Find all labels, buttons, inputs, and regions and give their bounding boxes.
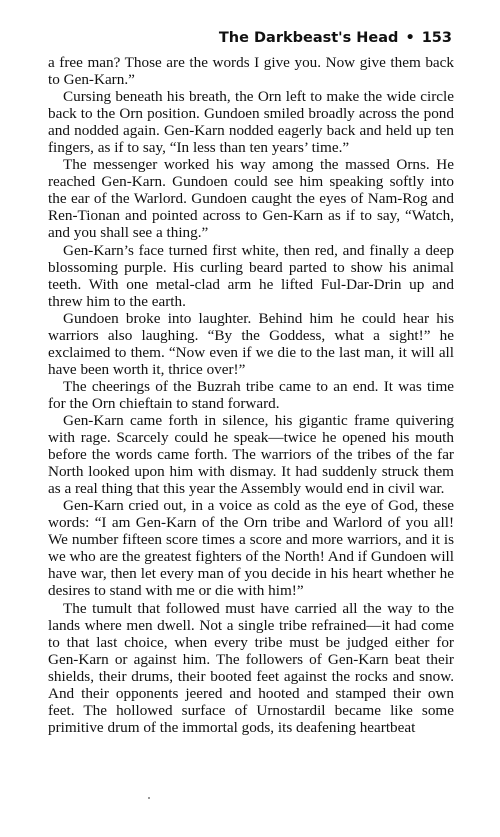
- paragraph-7: Gen-Karn came forth in silence, his gigantic frame quivering with rage. Scarcely could he speak—twice he opened his mouth before the words came forth. The warriors of the tribes of the far North looked upon him with dismay. It had suddenly struck them as a real thing that this year the Assembly would end in civil war.: [48, 411, 454, 498]
- paragraph-3: The messenger worked his way among the massed Orns. He reached Gen-Karn. Gundoen could see him speaking softly into the ear of the Warlord. Gundoen caught the eyes of Nam-Rog and Ren-Tionan and pointed across to Gen-Karn as if to say, “Watch, and you shall see a thing.”: [48, 156, 454, 242]
- paragraph-9: The tumult that followed must have carried all the way to the lands where men dwell. Not a single tribe refrained—it had come to that last choice, when every tribe must be judged either for Gen-Karn or against him. The followers of Gen-Karn beat their shields, their drums, their booted feet against the rocks and snow. And their opponents jeered and hooted and stamped their own feet. The hollowed surface of Urnostardil became like some primitive drum of the immortal gods, its deafening heartbeat: [48, 599, 454, 736]
- paragraph-4: Gen-Karn’s face turned first white, then red, and finally a deep blossoming purple. His curling beard parted to show his animal teeth. With one metal-clad arm he lifted Ful-Dar-Drin up and threw him to the earth.: [48, 241, 454, 310]
- paragraph-1: a free man? Those are the words I give you. Now give them back to Gen-Karn.”: [48, 54, 454, 89]
- body-text: [48, 54, 454, 736]
- paragraph-6: The cheerings of the Buzrah tribe came to an end. It was time for the Orn chieftain to stand forward.: [48, 377, 454, 412]
- chapter-title: The Darkbeast's Head: [218, 30, 399, 46]
- running-head: [219, 30, 452, 46]
- paragraph-5: Gundoen broke into laughter. Behind him he could hear his warriors also laughing. “By the Goddess, what a sight!” he exclaimed to them. “Now even if we die to the last man, it will all have been worth it, thrice over!”: [48, 309, 454, 378]
- paragraph-2: Cursing beneath his breath, the Orn left to make the wide circle back to the Orn position. Gundoen smiled broadly across the pond and nodded again. Gen-Karn nodded eagerly back and held up ten fingers, as if to say, “In less than ten years’ time.”: [48, 88, 454, 157]
- paragraph-8: Gen-Karn cried out, in a voice as cold as the eye of God, these words: “I am Gen-Karn of the Orn tribe and Warlord of you all! We number fifteen score times a score and more warriors, and it is we who are the greatest fighters of the North! And if Gundoen will have war, then let every man of you decide in his heart whether he desires to stand with me or die with him!”: [48, 497, 454, 600]
- header-separator: •: [405, 30, 415, 46]
- page-number: 153: [421, 30, 452, 46]
- print-speck: [148, 797, 150, 799]
